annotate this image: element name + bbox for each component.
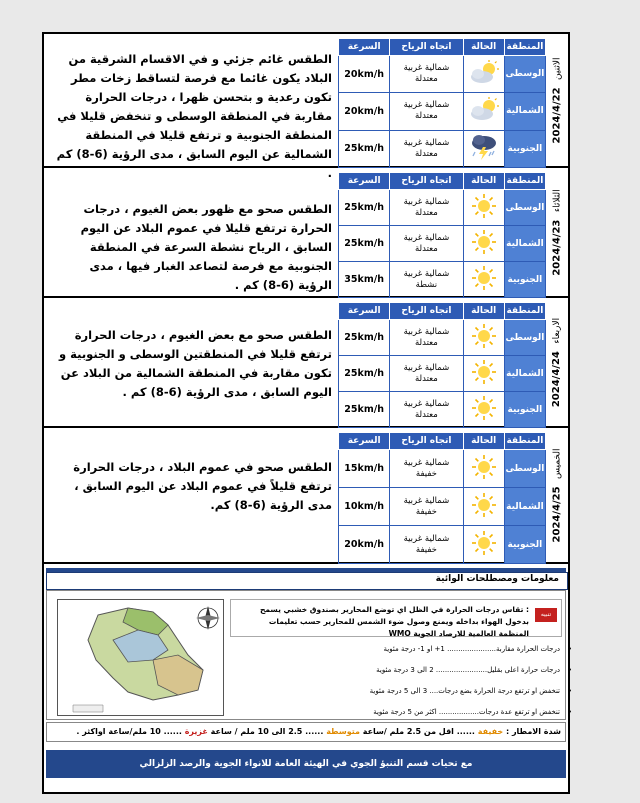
header-condition: الحالة [463, 303, 504, 320]
legend-item: • درجات حرارة اعلى بقليل....................... 2 الى 3 درجة مئوية [376, 666, 572, 674]
header-wind-dir: اتجاه الرياح [390, 303, 463, 320]
sun-icon [463, 488, 504, 526]
day-description: الطقس صحو مع بعض الغيوم ، درجات الحرارة ترتفع قليلا في المنطقتين الوسطى و الجنوبية و تكون مقاربة في المنطقة الشمالية من البلاد عن اليوم السابق ، مدى الرؤية (6-8) كم . [59, 328, 332, 399]
region-name: الشمالية [504, 488, 545, 526]
section-title: معلومات ومصطلحات الوائية [435, 574, 559, 584]
wind-speed: 25km/h [339, 356, 390, 392]
table-row [339, 488, 546, 526]
note-box [230, 599, 562, 637]
note-text: : تقاس درجات الحرارة في الظل اي توضع المحارير بصندوق خشبي يسمح بدخول الهواء بداخله ويمنع وصول ضوء الشمس للمحارير حسب تعليمات المنظمة العالمية للارصاد الجوية WMO [260, 605, 529, 638]
legend-list [230, 639, 572, 723]
header-speed: السرعة [339, 433, 390, 450]
rain-moderate: متوسطة [326, 727, 360, 736]
sun-icon [463, 226, 504, 262]
date-text: 2024/4/22 [551, 86, 563, 143]
table-row [339, 392, 546, 428]
date-text: 2024/4/23 [551, 219, 563, 276]
region-name: الجنوبية [504, 130, 545, 167]
header-wind-dir: اتجاه الرياح [390, 39, 463, 56]
sun-icon [463, 320, 504, 356]
sun-icon [463, 392, 504, 428]
day-block [44, 298, 568, 428]
compass-icon [196, 606, 220, 630]
partly-cloudy-icon [463, 93, 504, 130]
region-name: الجنوبية [504, 526, 545, 564]
legend-item: • تنخفض او ترتفع درجة الحرارة بضع درجات.... 3 الى 5 درجة مئوية [369, 687, 572, 695]
table-row [339, 262, 546, 298]
wind-direction: شمالية غربية معتدلة [390, 226, 463, 262]
day-date [546, 168, 568, 296]
header-speed: السرعة [339, 303, 390, 320]
sun-icon [463, 526, 504, 564]
wind-direction: شمالية غربية خفيفة [390, 450, 463, 488]
forecast-table [338, 38, 546, 168]
wind-speed: 25km/h [339, 392, 390, 428]
wind-speed: 20km/h [339, 93, 390, 130]
wind-direction: شمالية غربية معتدلة [390, 392, 463, 428]
region-name: الوسطى [504, 56, 545, 93]
table-row [339, 130, 546, 167]
sun-icon [463, 190, 504, 226]
info-panel [46, 590, 572, 720]
partly-cloudy-icon [463, 56, 504, 93]
header-speed: السرعة [339, 173, 390, 190]
table-row [339, 450, 546, 488]
day-description: الطقس غائم جزئي و في الاقسام الشرقية من البلاد يكون غائما مع فرصة لتساقط زخات مطر تكون رعدية و بتحسن ظهرا ، درجات الحرارة مقاربة في المنطقة الوسطى و تنخفض قليلا في المنطقة الجنوبية و ترتفع قليلا في المنطقة الشمالية عن اليوم السابق ، مدى الرؤية (6-8) كم . [56, 52, 332, 180]
wind-direction: شمالية غربية معتدلة [390, 130, 463, 167]
iraq-map [57, 599, 224, 716]
day-name: الثلاثاء [552, 188, 563, 212]
table-row [339, 226, 546, 262]
wind-direction: شمالية غربية معتدلة [390, 93, 463, 130]
wind-speed: 25km/h [339, 190, 390, 226]
wind-speed: 15km/h [339, 450, 390, 488]
wind-direction: شمالية غربية معتدلة [390, 356, 463, 392]
wind-speed: 25km/h [339, 320, 390, 356]
header-condition: الحالة [463, 39, 504, 56]
header-region: المنطقة [504, 173, 545, 190]
wind-speed: 10km/h [339, 488, 390, 526]
forecast-table [338, 432, 546, 564]
header-speed: السرعة [339, 39, 390, 56]
day-date [546, 34, 568, 166]
table-row [339, 526, 546, 564]
header-region: المنطقة [504, 39, 545, 56]
day-description: الطقس صحو مع ظهور بعض الغيوم ، درجات الحرارة ترتفع قليلا في عموم البلاد عن اليوم السابق ، الرياح نشطة السرعة في المنطقة الجنوبية مع فرصة لتصاعد الغبار فيها ، مدى الرؤية (6-8) كم . [80, 202, 332, 292]
header-condition: الحالة [463, 173, 504, 190]
region-name: الوسطى [504, 190, 545, 226]
wind-speed: 20km/h [339, 526, 390, 564]
thunderstorm-icon [463, 130, 504, 167]
sun-icon [463, 450, 504, 488]
wind-direction: شمالية غربية معتدلة [390, 320, 463, 356]
wind-speed: 20km/h [339, 56, 390, 93]
footer: مع تحيات قسم التنبؤ الجوي في الهيئة العامة للانواء الجوية والرصد الزلزالي [46, 750, 566, 778]
day-block [44, 168, 568, 298]
region-name: الجنوبية [504, 262, 545, 298]
region-name: الوسطى [504, 320, 545, 356]
region-name: الشمالية [504, 226, 545, 262]
day-name: الاثنين [552, 57, 563, 80]
date-text: 2024/4/24 [551, 350, 563, 407]
wind-speed: 25km/h [339, 130, 390, 167]
day-name: الخميس [552, 448, 563, 479]
day-name: الاربعاء [552, 317, 563, 344]
region-name: الشمالية [504, 356, 545, 392]
rain-light: خفيفة [477, 727, 504, 736]
sun-icon [463, 262, 504, 298]
header-wind-dir: اتجاه الرياح [390, 433, 463, 450]
day-date [546, 298, 568, 426]
wind-direction: شمالية غربية خفيفة [390, 488, 463, 526]
table-row [339, 56, 546, 93]
header-condition: الحالة [463, 433, 504, 450]
wind-speed: 35km/h [339, 262, 390, 298]
table-row [339, 320, 546, 356]
region-name: الجنوبية [504, 392, 545, 428]
header-region: المنطقة [504, 303, 545, 320]
wind-direction: شمالية غربية معتدلة [390, 56, 463, 93]
section-title-box [46, 572, 568, 590]
day-block [44, 428, 568, 564]
wind-speed: 25km/h [339, 226, 390, 262]
region-name: الشمالية [504, 93, 545, 130]
day-description: الطقس صحو في عموم البلاد ، درجات الحرارة ترتفع قليلاً في عموم البلاد عن اليوم السابق ، مدى الرؤية (6-8) كم. [73, 460, 332, 512]
legend-item: • درجات الحرارة مقاربة...................... 1+ او 1- درجة مئوية [383, 645, 572, 653]
forecast-table [338, 172, 546, 298]
header-wind-dir: اتجاه الرياح [390, 173, 463, 190]
wind-direction: شمالية غربية خفيفة [390, 526, 463, 564]
day-date [546, 428, 568, 562]
wind-direction: شمالية غربية نشطة [390, 262, 463, 298]
rain-heavy: غزيرة [184, 727, 208, 736]
sun-icon [463, 356, 504, 392]
note-tag: تنبيه [535, 608, 557, 622]
table-row [339, 93, 546, 130]
table-row [339, 190, 546, 226]
wind-direction: شمالية غربية معتدلة [390, 190, 463, 226]
legend-item: • تنخفض او ترتفع عدة درجات.................. اكثر من 5 درجة مئوية [373, 708, 572, 716]
rain-intensity: شدة الامطار : خفيفة ...... اقل من 2.5 ملم /ساعة متوسطة ...... 2.5 الى 10 ملم / ساعة غزيرة ...... 10 ملم/ساعة اواكثر . [46, 722, 566, 742]
region-name: الوسطى [504, 450, 545, 488]
day-block [44, 34, 568, 180]
header-region: المنطقة [504, 433, 545, 450]
forecast-table [338, 302, 546, 428]
date-text: 2024/4/25 [551, 485, 563, 542]
table-row [339, 356, 546, 392]
